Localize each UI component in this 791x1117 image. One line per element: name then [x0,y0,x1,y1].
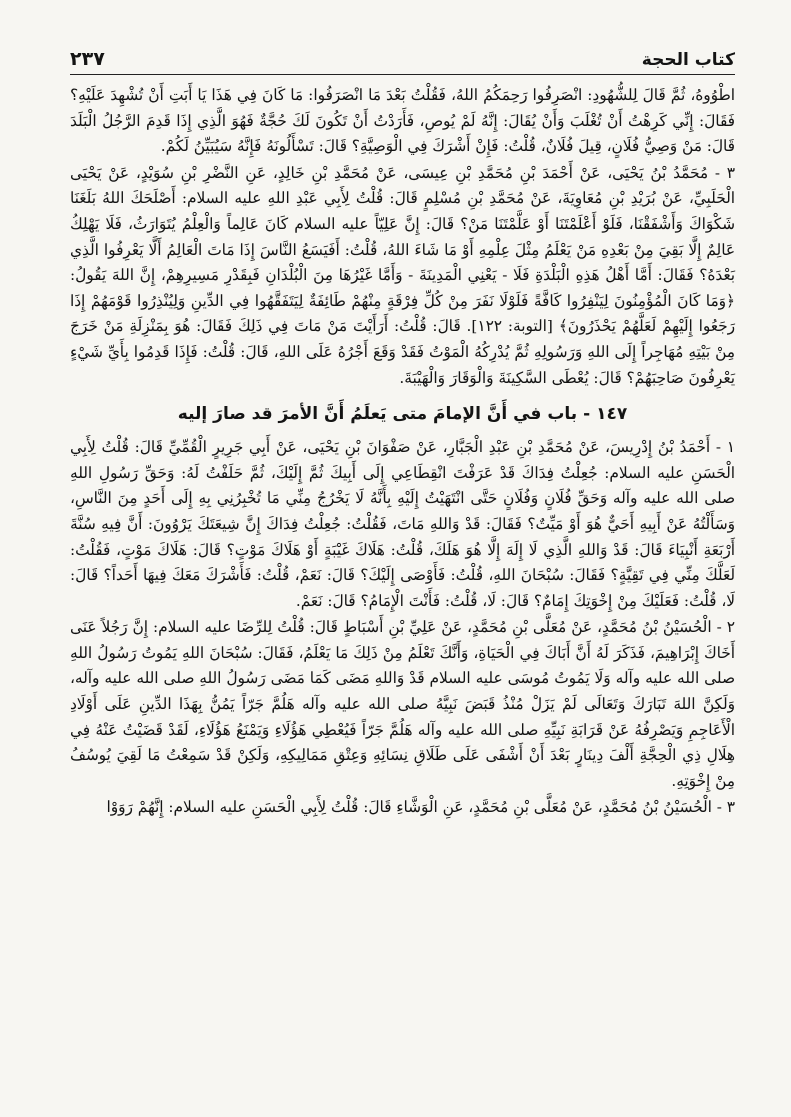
book-title: كتاب الحجة [641,50,735,70]
paragraph: اطْوُوهُ، ثُمَّ قَالَ لِلشُّهُودِ: انْصَرِفُوا رَحِمَكُمُ اللهُ، فَقُلْتُ بَعْدَ مَا انْصَرَفُوا: مَا كَانَ فِي هَذَا يَا أَبَتِ أَنْ تُشْهِدَ عَلَيْهِ؟ فَقَالَ: إِنِّي كَرِهْتُ أَنْ تُغْلَبَ وَأَنْ يُقَالَ: إِنَّهُ لَمْ يُوصِ، فَأَرَدْتُ أَنْ تَكُونَ لَكَ حُجَّةٌ فَهُوَ الَّذِي إِذَا قَدِمَ الرَّجُلُ الْبَلَدَ قَالَ: مَنْ وَصِيُّ فُلَانٍ، قِيلَ فُلَانٌ، قُلْتُ: فَإِنْ أَشْرَكَ فِي الْوَصِيَّةِ؟ قَالَ: تَسْأَلُونَهُ فَإِنَّهُ سَيُبَيِّنُ لَكُمْ. [70,86,735,156]
page-body [70,83,735,821]
paragraph: ٣ - مُحَمَّدُ بْنُ يَحْيَى، عَنْ أَحْمَدَ بْنِ مُحَمَّدِ بْنِ عِيسَى، عَنْ مُحَمَّدِ بْنِ خَالِدٍ، عَنِ النَّضْرِ بْنِ سُوَيْدٍ، عَنْ يَحْيَى الْحَلَبِيِّ، عَنْ بُرَيْدِ بْنِ مُعَاوِيَةَ، عَنْ مُحَمَّدِ بْنِ مُسْلِمٍ قَالَ: قُلْتُ لِأَبِي عَبْدِ اللهِ عليه السلام: أَصْلَحَكَ اللهُ بَلَغَنَا شَكْوَاكَ وَأَشْفَقْنَا، فَلَوْ أَعْلَمْتَنَا أَوْ عَلَّمْتَنَا مَنْ؟ قَالَ: إِنَّ عَلِيّاً عليه السلام كَانَ عَالِماً وَالْعِلْمُ يُتَوَارَثُ، فَلَا يَهْلِكُ عَالِمٌ إِلَّا بَقِيَ مِنْ بَعْدِهِ مَنْ يَعْلَمُ مِثْلَ عِلْمِهِ أَوْ مَا شَاءَ اللهُ، قُلْتُ: أَفَيَسَعُ النَّاسَ إِذَا مَاتَ الْعَالِمُ أَلَّا يَعْرِفُوا الَّذِي بَعْدَهُ؟ فَقَالَ: أَمَّا أَهْلُ هَذِهِ الْبَلْدَةِ فَلَا - يَعْنِي الْمَدِينَةَ - وَأَمَّا غَيْرُهَا مِنَ الْبُلْدَانِ فَبِقَدْرِ مَسِيرِهِمْ، إِنَّ اللهَ يَقُولُ: ﴿وَمَا كَانَ الْمُؤْمِنُونَ لِيَنْفِرُوا كَافَّةً فَلَوْلَا نَفَرَ مِنْ كُلِّ فِرْقَةٍ مِنْهُمْ طَائِفَةٌ لِيَتَفَقَّهُوا فِي الدِّينِ وَلِيُنْذِرُوا قَوْمَهُمْ إِذَا رَجَعُوا إِلَيْهِمْ لَعَلَّهُمْ يَحْذَرُونَ﴾ [التوبة: ١٢٢]. قَالَ: قُلْتُ: أَرَأَيْتَ مَنْ مَاتَ فِي ذَلِكَ فَقَالَ: هُوَ بِمَنْزِلَةِ مَنْ خَرَجَ مِنْ بَيْتِهِ مُهَاجِراً إِلَى اللهِ وَرَسُولِهِ ثُمَّ يُدْرِكُهُ الْمَوْتُ فَقَدْ وَقَعَ أَجْرُهُ عَلَى اللهِ، قَالَ: قُلْتُ: فَإِذَا قَدِمُوا بِأَيِّ شَيْءٍ يَعْرِفُونَ صَاحِبَهُمْ؟ قَالَ: يُعْطَى السَّكِينَةَ وَالْوَقَارَ وَالْهَيْبَةَ. [70,163,735,387]
page-number: ٢٣٧ [70,48,105,70]
paragraph: ٣ - الْحُسَيْنُ بْنُ مُحَمَّدٍ، عَنْ مُعَلَّى بْنِ مُحَمَّدٍ، عَنِ الْوَشَّاءِ قَالَ: قُلْتُ لِأَبِي الْحَسَنِ عليه السلام: إِنَّهُمْ رَوَوْا [106,798,735,817]
chapter-heading: ١٤٧ - باب في أَنَّ الإمامَ متى يَعلَمُ أَنَّ الأمرَ قد صارَ إليه [177,404,628,425]
paragraph: ٢ - الْحُسَيْنُ بْنُ مُحَمَّدٍ، عَنْ مُعَلَّى بْنِ مُحَمَّدٍ، عَنْ عَلِيِّ بْنِ أَسْبَاطٍ قَالَ: قُلْتُ لِلرِّضَا عليه السلام: إِنَّ رَجُلاً عَنَى أَخَاكَ إِبْرَاهِيمَ، فَذَكَرَ لَهُ أَنَّ أَبَاكَ فِي الْحَيَاةِ، وَأَنَّكَ تَعْلَمُ مِنْ ذَلِكَ مَا يَعْلَمُ، فَقَالَ: سُبْحَانَ اللهِ يَمُوتُ رَسُولُ اللهِ صلى الله عليه وآله وَلَا يَمُوتُ مُوسَى عليه السلام قَدْ وَاللهِ مَضَى كَمَا مَضَى رَسُولُ اللهِ صلى الله عليه وآله، وَلَكِنَّ اللهَ تَبَارَكَ وَتَعَالَى لَمْ يَزَلْ مُنْذُ قَبَضَ نَبِيَّهُ صلى الله عليه وآله هَلُمَّ جَرّاً يَمُنُّ بِهَذَا الدِّينِ عَلَى أَوْلَادِ الْأَعَاجِمِ وَيَصْرِفُهُ عَنْ قَرَابَةِ نَبِيِّهِ صلى الله عليه وآله هَلُمَّ جَرّاً فَيُعْطِي هَؤُلَاءِ وَيَمْنَعُ هَؤُلَاءِ، لَقَدْ قَضَيْتُ عَنْهُ فِي هِلَالِ ذِي الْحِجَّةِ أَلْفَ دِينَارٍ بَعْدَ أَنْ أَشْفَى عَلَى طَلَاقِ نِسَائِهِ وَعِتْقِ مَمَالِيكِهِ، وَلَكِنْ قَدْ سَمِعْتُ مَا لَقِيَ يُوسُفُ مِنْ إِخْوَتِهِ. [70,618,735,790]
paragraph: ١ - أَحْمَدُ بْنُ إِدْرِيسَ، عَنْ مُحَمَّدِ بْنِ عَبْدِ الْجَبَّارِ، عَنْ صَفْوَانَ بْنِ يَحْيَى، عَنْ أَبِي جَرِيرٍ الْقُمِّيِّ قَالَ: قُلْتُ لِأَبِي الْحَسَنِ عليه السلام: جُعِلْتُ فِدَاكَ قَدْ عَرَفْتَ انْقِطَاعِي إِلَى أَبِيكَ ثُمَّ إِلَيْكَ، ثُمَّ حَلَفْتُ لَهُ: وَحَقِّ رَسُولِ اللهِ صلى الله عليه وآله وَحَقِّ فُلَانٍ وَفُلَانٍ حَتَّى انْتَهَيْتُ إِلَيْهِ بِأَنَّهُ لَا يَخْرُجُ مِنِّي مَا تُخْبِرُنِي بِهِ إِلَى أَحَدٍ مِنَ النَّاسِ، وَسَأَلْتُهُ عَنْ أَبِيهِ أَحَيٌّ هُوَ أَوْ مَيِّتٌ؟ فَقَالَ: قَدْ وَاللهِ مَاتَ، فَقُلْتُ: جُعِلْتُ فِدَاكَ إِنَّ شِيعَتَكَ يَرْوُونَ: أَنَّ فِيهِ سُنَّةَ أَرْبَعَةِ أَنْبِيَاءَ قَالَ: قَدْ وَاللهِ الَّذِي لَا إِلَهَ إِلَّا هُوَ هَلَكَ، قُلْتُ: هَلَاكَ غَيْبَةٍ أَوْ هَلَاكَ مَوْتٍ؟ قَالَ: هَلَاكَ مَوْتٍ، فَقُلْتُ: لَعَلَّكَ مِنِّي فِي تَقِيَّةٍ؟ فَقَالَ: سُبْحَانَ اللهِ، قُلْتُ: فَأَوْصَى إِلَيْكَ؟ قَالَ: نَعَمْ، قُلْتُ: فَأَشْرَكَ مَعَكَ فِيهَا أَحَداً؟ قَالَ: لَا، قُلْتُ: فَعَلَيْكَ مِنْ إِخْوَتِكَ إِمَامٌ؟ قَالَ: لَا، قُلْتُ: فَأَنْتَ الْإِمَامُ؟ قَالَ: نَعَمْ. [70,438,735,610]
page-header [70,42,735,75]
